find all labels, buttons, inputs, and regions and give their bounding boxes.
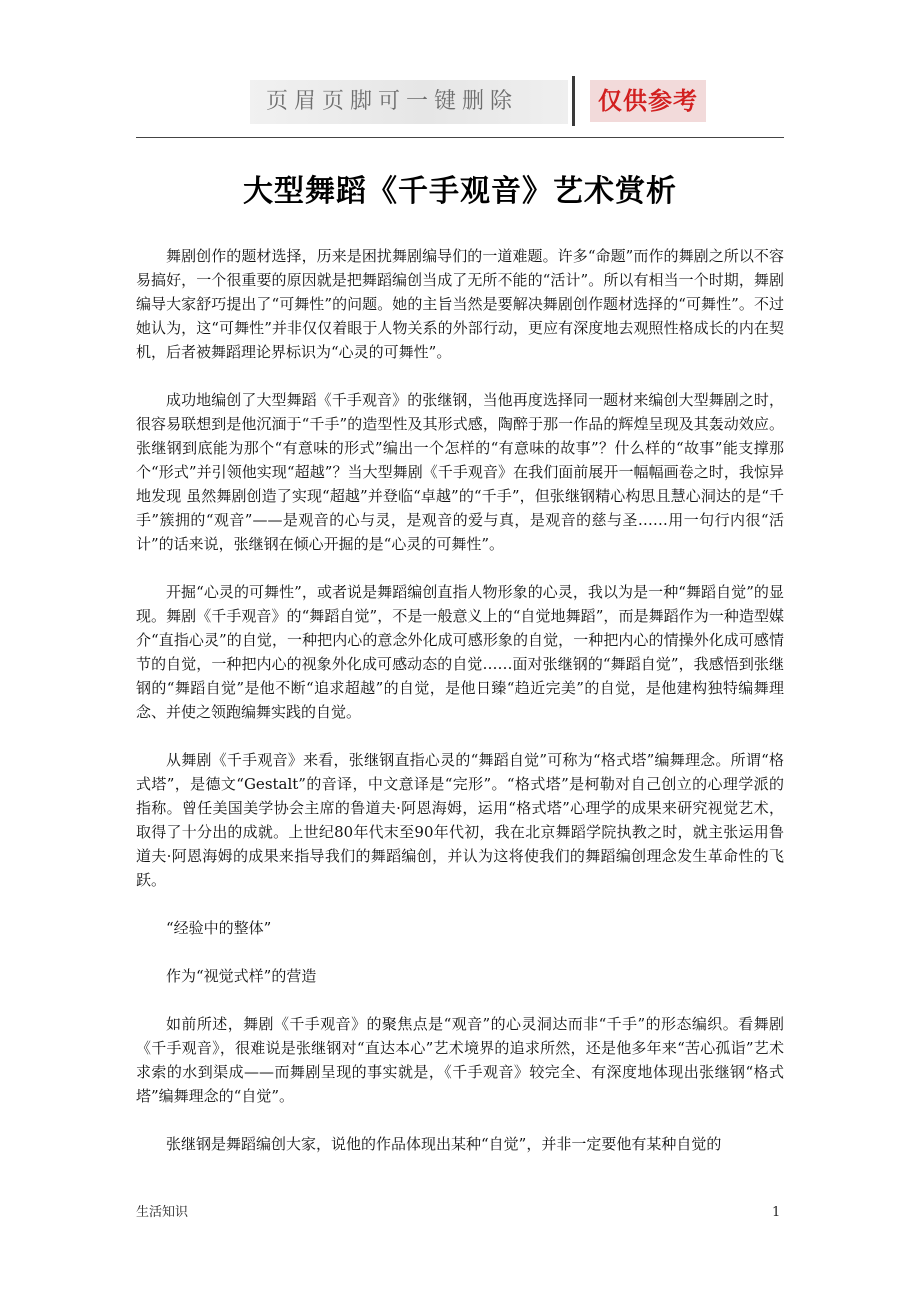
page-header: [250, 76, 720, 126]
header-divider: [572, 76, 575, 126]
paragraph: 如前所述，舞剧《千手观音》的聚焦点是“观音”的心灵洞达而非“千手”的形态编织。看舞剧《千手观音》，很难说是张继钢对“直达本心”艺术境界的追求所然，还是他多年来“苦心孤诣”艺术求索的水到渠成——而舞剧呈现的事实就是，《千手观音》较完全、有深度地体现出张继钢“格式塔”编舞理念的“自觉”。: [136, 1015, 784, 1105]
reference-only-badge: 仅供参考: [590, 80, 706, 122]
paragraph: 从舞剧《千手观音》来看，张继钢直指心灵的“舞蹈自觉”可称为“格式塔”编舞理念。所谓“格式塔”，是德文“Gestalt”的音译，中文意译是“完形”。“格式塔”是柯勒对自己创立的心理学派的指称。曾任美国美学协会主席的鲁道夫·阿恩海姆，运用“格式塔”心理学的成果来研究视觉艺术，取得了十分出的成就。上世纪80年代末至90年代初，我在北京舞蹈学院执教之时，就主张运用鲁道夫·阿恩海姆的成果来指导我们的舞蹈编创，并认为这将使我们的舞蹈编创理念发生革命性的飞跃。: [136, 751, 784, 889]
paragraph: 开掘“心灵的可舞性”，或者说是舞蹈编创直指人物形象的心灵，我以为是一种“舞蹈自觉”的显现。舞剧《千手观音》的“舞蹈自觉”，不是一般意义上的“自觉地舞蹈”，而是舞蹈作为一种造型媒介“直指心灵”的自觉，一种把内心的意念外化成可感形象的自觉，一种把内心的情操外化成可感情节的自觉，一种把内心的视象外化成可感动态的自觉……面对张继钢的“舞蹈自觉”，我感悟到张继钢的“舞蹈自觉”是他不断“追求超越”的自觉，是他日臻“趋近完美”的自觉，是他建构独特编舞理念、并使之领跑编舞实践的自觉。: [136, 583, 784, 721]
paragraph: 成功地编创了大型舞蹈《千手观音》的张继钢，当他再度选择同一题材来编创大型舞剧之时，很容易联想到是他沉湎于“千手”的造型性及其形式感，陶醉于那一作品的辉煌呈现及其轰动效应。张继钢到底能为那个“有意味的形式”编出一个怎样的“有意味的故事”？什么样的“故事”能支撑那个“形式”并引领他实现“超越”？当大型舞剧《千手观音》在我们面前展开一幅幅画卷之时，我惊异地发现 虽然舞剧创造了实现“超越”并登临“卓越”的“千手”，但张继钢精心构思且慧心洞达的是“千手”簇拥的“观音”——是观音的心与灵，是观音的爱与真，是观音的慈与圣……用一句行内很“活计”的话来说，张继钢在倾心开掘的是“心灵的可舞性”。: [136, 391, 784, 553]
page-number: 1: [772, 1205, 781, 1220]
header-delete-notice: 页眉页脚可一键删除: [250, 80, 568, 124]
paragraph: 舞剧创作的题材选择，历来是困扰舞剧编导们的一道难题。许多“命题”而作的舞剧之所以不容易搞好，一个很重要的原因就是把舞蹈编创当成了无所不能的“活计”。所以有相当一个时期，舞剧编导大家舒巧提出了“可舞性”的问题。她的主旨当然是要解决舞剧创作题材选择的“可舞性”。不过她认为，这“可舞性”并非仅仅着眼于人物关系的外部行动，更应有深度地去观照性格成长的内在契机，后者被舞蹈理论界标识为“心灵的可舞性”。: [136, 247, 784, 361]
footer-category: 生活知识: [136, 1205, 189, 1220]
section-heading: “经验中的整体”: [166, 919, 272, 937]
section-subheading: 作为“视觉式样”的营造: [166, 967, 317, 985]
header-rule: [136, 137, 784, 138]
paragraph: 张继钢是舞蹈编创大家，说他的作品体现出某种“自觉”，并非一定要他有某种自觉的: [166, 1135, 722, 1153]
page-title: 大型舞蹈《千手观音》艺术赏析: [243, 174, 677, 209]
article-body: [136, 244, 784, 1180]
